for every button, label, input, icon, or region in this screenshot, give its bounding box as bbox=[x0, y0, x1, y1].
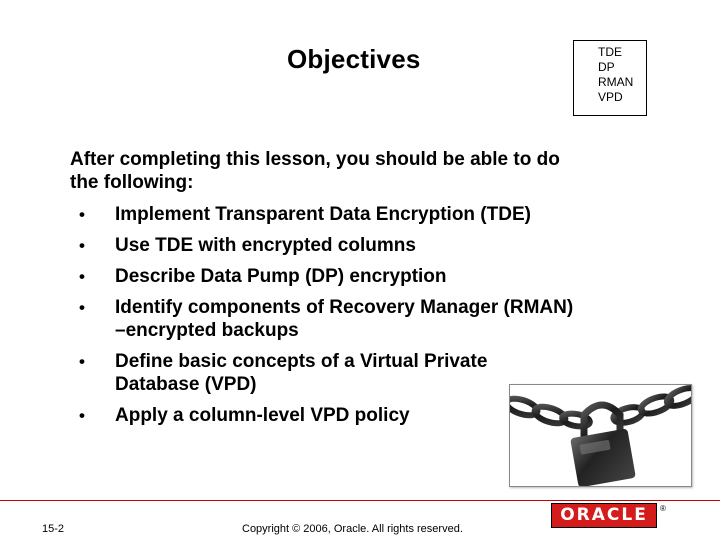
objective-item bbox=[70, 203, 670, 226]
copyright-text: Copyright © 2006, Oracle. All rights reserved. bbox=[242, 523, 463, 535]
bullet-icon: • bbox=[79, 406, 85, 425]
objective-text-cont: Database (VPD) bbox=[115, 374, 257, 395]
topic-item: RMAN bbox=[598, 75, 634, 89]
bullet-icon: • bbox=[79, 236, 85, 255]
objective-text: Use TDE with encrypted columns bbox=[115, 235, 416, 256]
padlock-icon bbox=[510, 385, 691, 486]
objective-item bbox=[70, 265, 670, 288]
padlock-chain-image bbox=[509, 384, 692, 487]
registered-mark: ® bbox=[660, 504, 666, 513]
objective-text: Implement Transparent Data Encryption (TDE) bbox=[115, 204, 531, 225]
objective-text: Describe Data Pump (DP) encryption bbox=[115, 266, 447, 287]
topic-item: VPD bbox=[598, 90, 623, 104]
topic-item: TDE bbox=[598, 45, 622, 59]
objective-text: Define basic concepts of a Virtual Private bbox=[115, 351, 488, 372]
bullet-icon: • bbox=[79, 298, 85, 317]
intro-line: After completing this lesson, you should be able to do bbox=[70, 149, 560, 170]
slide-number: 15-2 bbox=[42, 523, 65, 535]
objective-item bbox=[70, 234, 670, 257]
bullet-icon: • bbox=[79, 267, 85, 286]
bullet-icon: • bbox=[79, 205, 85, 224]
footer-divider bbox=[0, 500, 720, 501]
objective-item bbox=[70, 296, 670, 342]
bullet-icon: • bbox=[79, 352, 85, 371]
objective-text: Identify components of Recovery Manager (RMAN) bbox=[115, 297, 574, 318]
intro-text bbox=[70, 148, 670, 194]
slide-title: Objectives bbox=[287, 44, 421, 74]
oracle-logo: ORACLE bbox=[551, 503, 657, 528]
topic-box bbox=[573, 40, 647, 116]
intro-line: the following: bbox=[70, 172, 194, 193]
objective-text-cont: –encrypted backups bbox=[115, 320, 299, 341]
objective-text: Apply a column-level VPD policy bbox=[115, 405, 410, 426]
topic-item: DP bbox=[598, 60, 615, 74]
